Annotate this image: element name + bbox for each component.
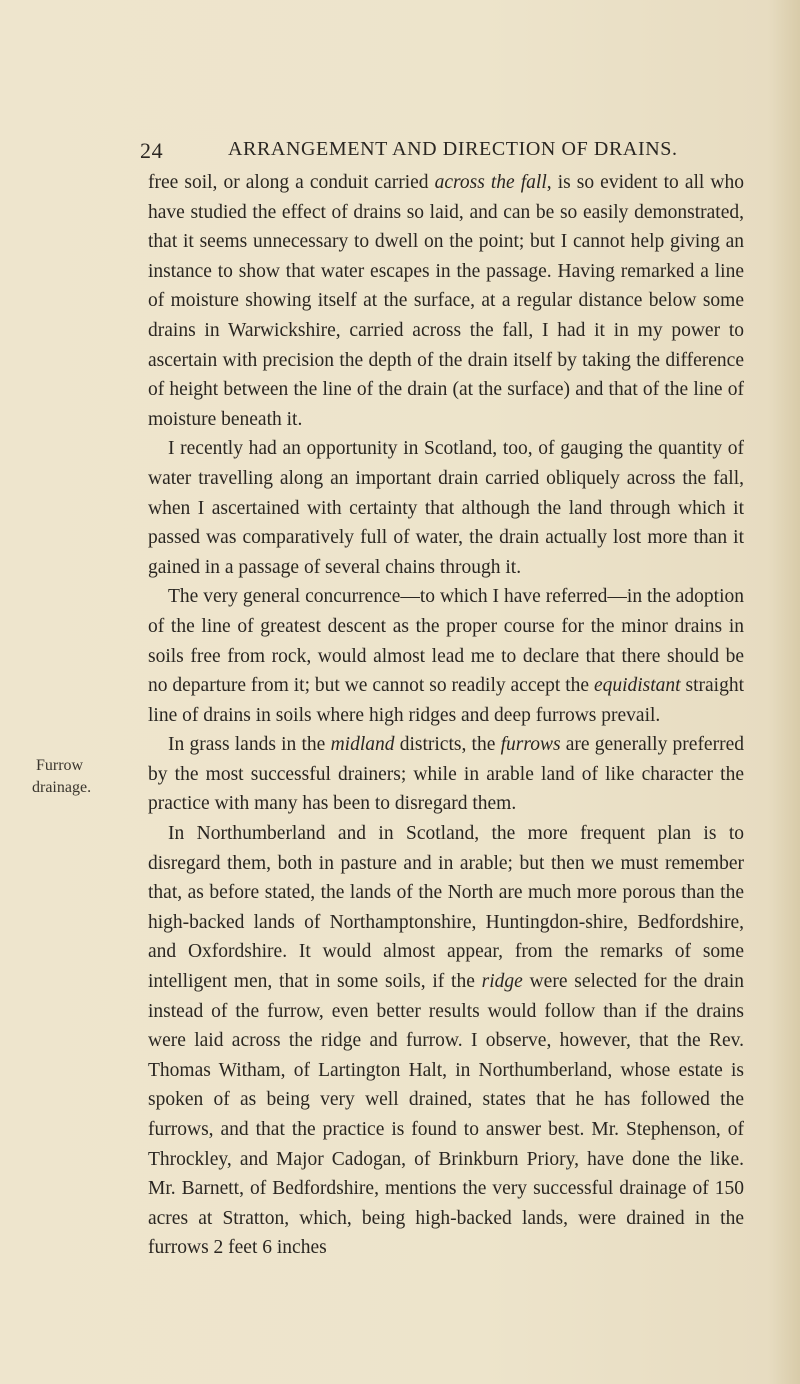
marginal-note-line: drainage. xyxy=(32,779,92,796)
text-run: free soil, or along a conduit carried xyxy=(148,172,435,193)
italic-text: across the fall xyxy=(434,172,547,193)
paragraph xyxy=(148,582,744,730)
italic-text: equidistant xyxy=(593,675,681,697)
paragraph xyxy=(148,168,744,434)
marginal-note xyxy=(32,755,132,799)
text-run: straight line of drains in soils where high ridges and deep furrows prevail. xyxy=(148,675,745,726)
page-number: 24 xyxy=(140,138,164,163)
paragraph: I recently had an opportunity in Scotland, too, of gauging the quantity of water travelling along an important drain carried obliquely across the fall, when I ascertained with certainty that although the land through which it passed was comparatively full of water, the drain actually lost more than it gained in a passage of several chains through it. xyxy=(148,438,744,578)
italic-text: ridge xyxy=(481,971,523,993)
paragraph xyxy=(148,730,744,819)
text-run: districts, the xyxy=(394,734,501,756)
text-run: were selected for the drain instead of the furrow, even better results would follow than if the drains were laid across the ridge and furrow. I observe, however, that the Rev. Thomas Witham, of Lartington Halt, in Northumberland, whose estate is spoken of as being very well drained, states that he has followed the furrows, and that the practice is found to answer best. Mr. Stephenson, of Throckley, and Major Cadogan, of Brinkburn Priory, have done the like. Mr. Barnett, of Bedfordshire, mentions the very successful drainage of 150 acres at Stratton, which, being high-backed lands, were drained in the furrows 2 feet 6 inches xyxy=(148,971,744,1259)
italic-text: furrows xyxy=(500,734,561,756)
running-title: ARRANGEMENT AND DIRECTION OF DRAINS. xyxy=(228,138,678,160)
paragraph xyxy=(148,819,744,1263)
text-run: The very general concurrence—to which I have referred—in the adoption of the line of greatest descent as the proper course for the minor drains in soils free from rock, would almost lead me to declare that there should be no departure from it; but we cannot so readily accept the xyxy=(148,586,744,697)
text-run: , is so evident to all who have studied the effect of drains so laid, and can be so easily demonstrated, that it seems unnecessary to dwell on the point; but I cannot help giving an instance to show that water escapes in the passage. Having remarked a line of moisture showing itself at the surface, at a regular distance below some drains in Warwickshire, carried across the fall, I had it in my power to ascertain with precision the depth of the drain itself by taking the difference of height between the line of the drain (at the surface) and that of the line of moisture beneath it. xyxy=(148,172,744,430)
text-run: are generally preferred by the most successful drainers; while in arable land of like character the practice with many has been to disregard them. xyxy=(148,734,744,815)
italic-text: midland xyxy=(330,734,395,756)
text-run: In grass lands in the xyxy=(168,734,331,756)
text-run: In Northumberland and in Scotland, the more frequent plan is to disregard them, both in pasture and in arable; but then we must remember that, as before stated, the lands of the North are much more porous than the high-backed lands of Northamptonshire, Huntingdon-shire, Bedfordshire, and Oxfordshire. It would almost appear, from the remarks of some intelligent men, that in some soils, if the xyxy=(148,823,744,993)
marginal-note-line: Furrow xyxy=(36,757,84,774)
body-text xyxy=(148,168,744,1263)
